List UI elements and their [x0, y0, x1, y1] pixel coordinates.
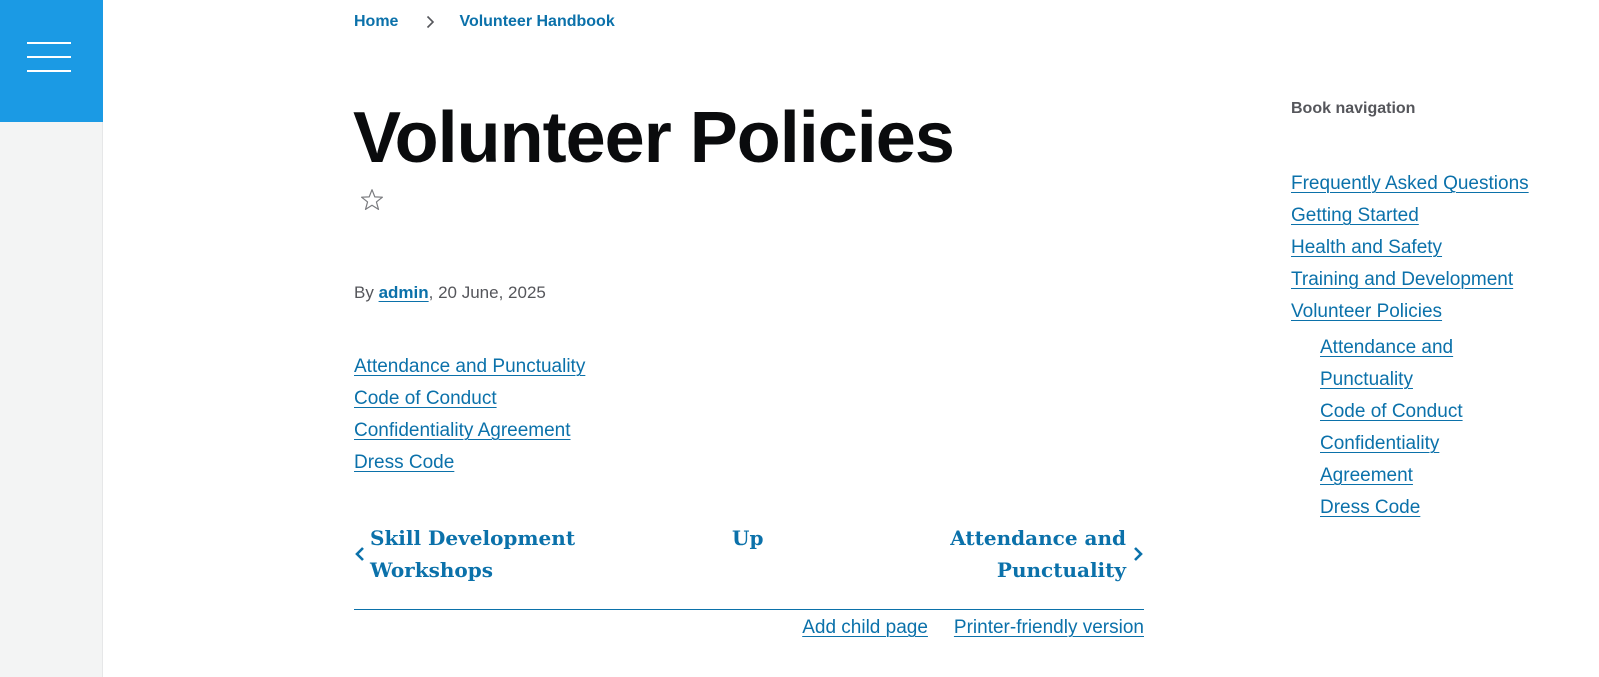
- breadcrumb: [354, 13, 615, 31]
- pager-next-link[interactable]: [926, 522, 1144, 586]
- child-link-code-of-conduct[interactable]: Code of Conduct: [354, 388, 497, 409]
- book-navigation-sublist: [1320, 332, 1510, 524]
- left-sidebar: [0, 0, 103, 677]
- list-item: [1291, 232, 1591, 264]
- list-item: [1320, 428, 1510, 492]
- breadcrumb-home[interactable]: Home: [354, 13, 399, 30]
- child-pages-list: [354, 351, 585, 479]
- printer-friendly-link[interactable]: Printer-friendly version: [953, 617, 1144, 638]
- main-menu-button[interactable]: [0, 0, 103, 122]
- pager-up-link[interactable]: Up: [732, 526, 764, 550]
- star-outline-icon[interactable]: [359, 187, 385, 213]
- list-item: [1320, 492, 1510, 524]
- book-nav-health-and-safety[interactable]: Health and Safety: [1291, 237, 1443, 258]
- book-navigation-list: [1291, 168, 1591, 524]
- chevron-right-icon: [1132, 546, 1144, 562]
- book-nav-attendance-and-punctuality[interactable]: Attendance and Punctuality: [1320, 337, 1454, 390]
- chevron-right-icon: [426, 15, 435, 29]
- author-link[interactable]: admin: [378, 283, 429, 302]
- child-link-confidentiality-agreement[interactable]: Confidentiality Agreement: [354, 420, 571, 441]
- chevron-left-icon: [354, 546, 366, 562]
- list-item: [354, 383, 585, 415]
- book-pager: [354, 522, 1144, 610]
- book-navigation-heading: Book navigation: [1291, 100, 1416, 117]
- book-nav-code-of-conduct[interactable]: Code of Conduct: [1320, 401, 1463, 422]
- add-child-page-link[interactable]: Add child page: [802, 617, 928, 638]
- list-item: [354, 351, 585, 383]
- book-navigation: [1291, 100, 1591, 524]
- child-link-dress-code[interactable]: Dress Code: [354, 452, 455, 473]
- submitted-date: , 20 June, 2025: [428, 283, 546, 302]
- submitted-meta: [354, 283, 546, 303]
- list-item: [1291, 264, 1591, 296]
- child-link-attendance-and-punctuality[interactable]: Attendance and Punctuality: [354, 356, 586, 377]
- book-nav-volunteer-policies[interactable]: Volunteer Policies: [1291, 301, 1443, 322]
- breadcrumb-volunteer-handbook[interactable]: Volunteer Handbook: [459, 13, 615, 30]
- node-links: [802, 617, 1144, 639]
- hamburger-icon: [27, 42, 71, 44]
- list-item: [1291, 168, 1591, 200]
- by-label: By: [354, 283, 374, 302]
- page-title: Volunteer Policies: [353, 98, 954, 178]
- pager-previous-link[interactable]: [354, 522, 590, 586]
- hamburger-icon: [27, 56, 71, 58]
- pager-previous-label: Skill Development Workshops: [370, 526, 576, 582]
- pager-next-label: Attendance and Punctuality: [950, 526, 1126, 582]
- book-nav-getting-started[interactable]: Getting Started: [1291, 205, 1419, 226]
- list-item: [1291, 296, 1591, 524]
- book-nav-dress-code[interactable]: Dress Code: [1320, 497, 1421, 518]
- list-item: [354, 447, 585, 479]
- list-item: [1320, 332, 1510, 396]
- list-item: [1320, 396, 1510, 428]
- list-item: [1291, 200, 1591, 232]
- book-nav-faq[interactable]: Frequently Asked Questions: [1291, 173, 1529, 194]
- list-item: [354, 415, 585, 447]
- book-nav-training-and-development[interactable]: Training and Development: [1291, 269, 1514, 290]
- hamburger-icon: [27, 70, 71, 72]
- book-nav-confidentiality-agreement[interactable]: Confidentiality Agreement: [1320, 433, 1440, 486]
